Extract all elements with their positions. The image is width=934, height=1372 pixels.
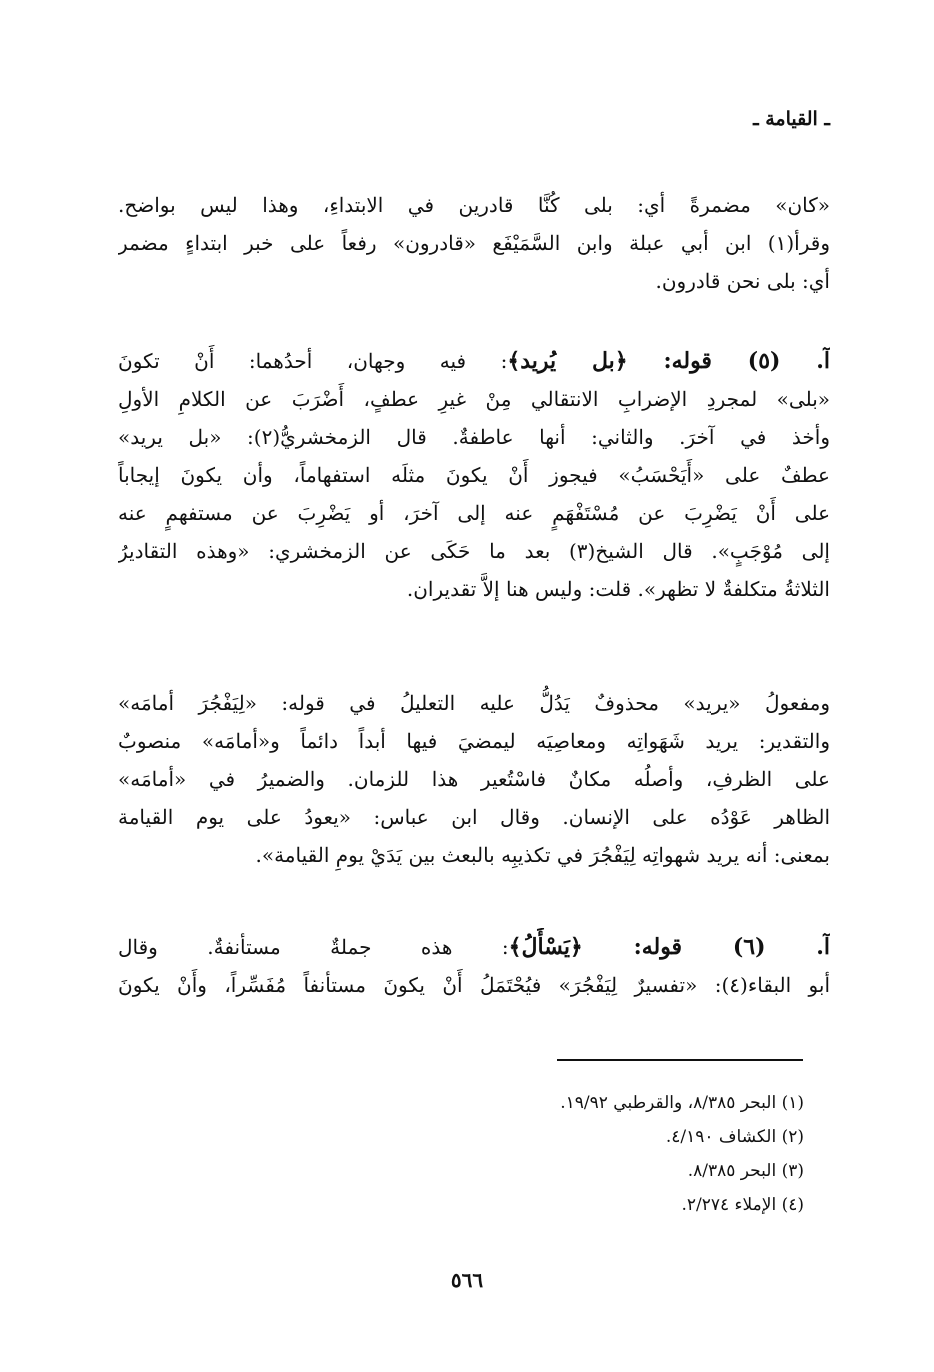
text-line: الثلاثةُ متكلفةٌ لا تظهر». قلت: وليس هنا إلاَّ تقديران.	[406, 577, 830, 601]
text-line: «كان» مضمرةً أي: بلى كُنَّا قادرين في الابتداءِ، وهذا ليس بواضح.	[118, 193, 830, 217]
paragraph-2	[118, 342, 830, 608]
text-line: بمعنى: أنه يريد شهواتِه لِيَفْجُرَ في تكذيبِه بالبعث بين يَدَيْ يومِ القيامة».	[255, 843, 830, 867]
text-line: وأخذ في آخرَ. والثاني: أنها عاطفةٌ. قال الزمخشريُّ(٢): «بل يريد»	[118, 425, 830, 449]
footnotes	[384, 1086, 804, 1222]
text-line: : هذه جملةٌ مستأنفةٌ. وقال	[118, 935, 509, 959]
text-line: والتقدير: يريد شَهَواتِه ومعاصِيَه ليمضيَ فيها أبداً دائماً و«أمامَه» منصوبٌ	[118, 729, 830, 753]
text-line: إلى مُوْجَبٍ». قال الشيخ(٣) بعد ما حَكَى عن الزمخشري: «وهذه التقاديرُ	[118, 539, 830, 563]
text-line: : فيه وجهان، أحدُهما: أَنْ تكونَ	[118, 349, 508, 373]
footnote-1: (١) البحر ٨/٣٨٥، والقرطبي ١٩/٩٢.	[560, 1093, 804, 1113]
verse-reference: آ. (٦) قوله: ﴿يَسْأَلُ﴾	[508, 934, 830, 960]
footnote-4: (٤) الإملاء ٢/٢٧٤.	[681, 1195, 804, 1215]
footnote-2: (٢) الكشاف ٤/١٩٠.	[665, 1127, 804, 1147]
text-line: «بلى» لمجردِ الإضرابِ الانتقالي مِنْ غيرِ عطفٍ، أَضْرَبَ عن الكلامِ الأولِ	[118, 387, 830, 411]
text-line: أبو البقاء(٤): «تفسيرٌ لِيَفْجُرَ» فيُحْتَمَلُ أَنْ يكونَ مستأنفاً مُفَسِّراً، وأَنْ يكونَ	[118, 973, 830, 997]
text-line: أي: بلى نحن قادرون.	[655, 269, 830, 293]
text-line: على الظرفِ، وأصلُه مكانٌ فاسْتُعير هذا للزمان. والضميرُ في «أمامَه»	[118, 767, 830, 791]
verse-heading-line	[118, 928, 830, 966]
footnote-separator	[557, 1059, 803, 1061]
verse-reference: آ. (٥) قوله: ﴿بل يُريد﴾	[507, 348, 830, 374]
footnote-3: (٣) البحر ٨/٣٨٥.	[687, 1161, 804, 1181]
verse-heading-line	[118, 342, 830, 380]
paragraph-1	[118, 186, 830, 300]
page-number: ٥٦٦	[450, 1268, 484, 1292]
paragraph-3	[118, 684, 830, 874]
text-line: على أَنْ يَضْرِبَ عن مُسْتَفْهَمٍ عنه إلى آخرَ، أو يَضْرِبَ عن مستفهمٍ عنه	[118, 501, 830, 525]
text-line: وقرأ(١) ابن أبي عبلة وابن السَّمَيْفَع «قادرون» رفعاً على خبر ابتداءٍ مضمر	[118, 231, 830, 255]
text-line: ومفعولُ «يريد» محذوفٌ يَدُلُّ عليه التعليلُ في قوله: «لِيَفْجُرَ أمامَه»	[118, 691, 830, 715]
running-header: ـ القيامة ـ	[753, 108, 830, 130]
text-line: الظاهر عَوْدُه على الإنسان. وقال ابن عباس: «يعودُ على يوم القيامة	[118, 805, 830, 829]
text-line: عطفٌ على «أَيَحْسَبُ» فيجوز أَنْ يكونَ مثلَه استفهاماً، وأن يكونَ إيجاباً	[118, 463, 830, 487]
paragraph-4	[118, 928, 830, 1004]
